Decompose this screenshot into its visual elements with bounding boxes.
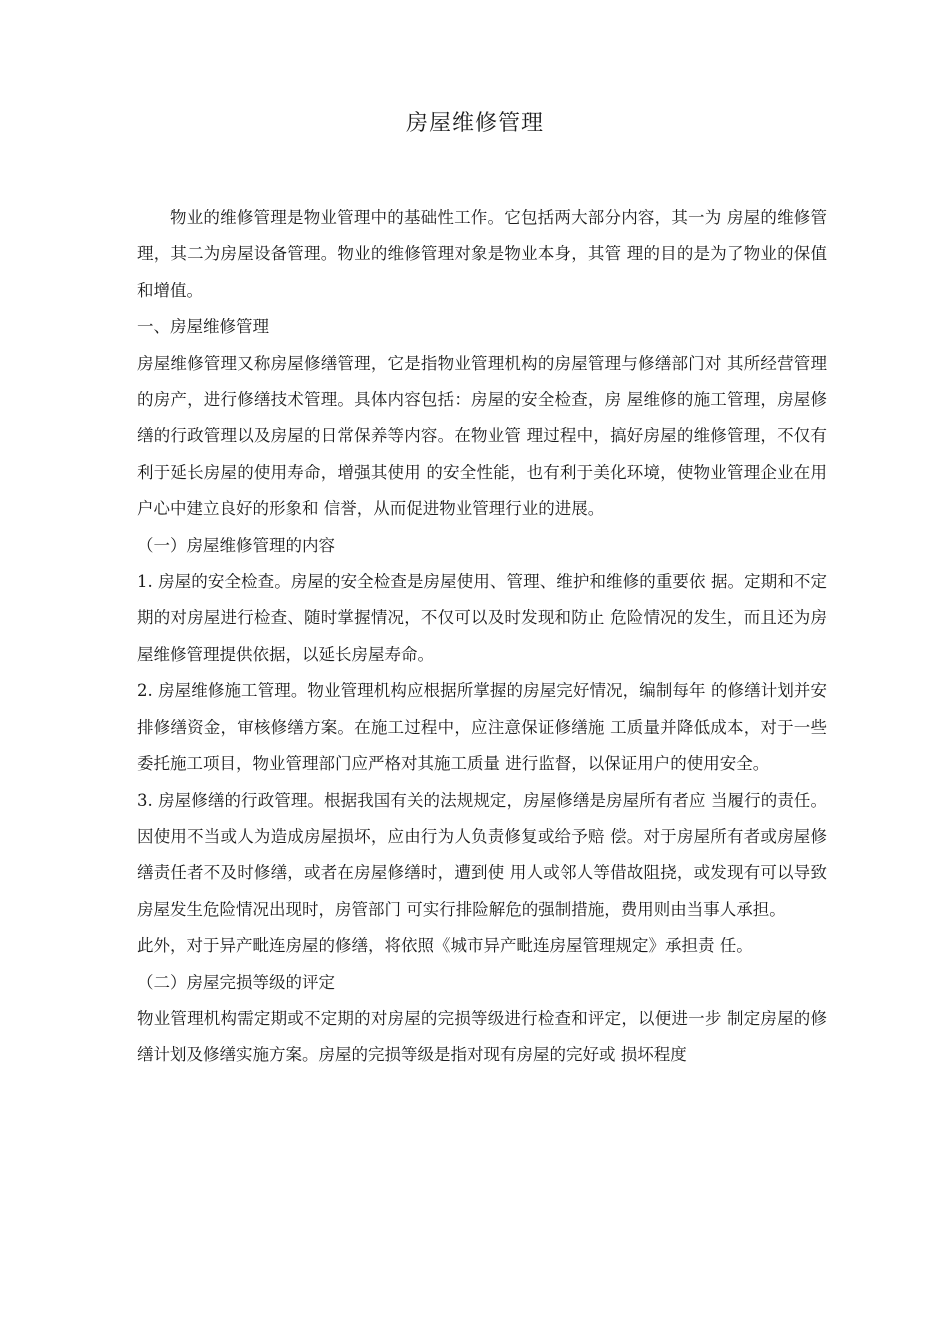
subsection-2-paragraph: 物业管理机构需定期或不定期的对房屋的完损等级进行检查和评定，以便进一步 制定房屋的修缮计划及修缮实施方案。房屋的完损等级是指对现有房屋的完好或 损坏程度 xyxy=(137,1008,827,1065)
intro-paragraph: 物业的维修管理是物业管理中的基础性工作。它包括两大部分内容，其一为 房屋的维修管理，其二为房屋设备管理。物业的维修管理对象是物业本身，其管 理的目的是为了物业的保值和增值。 xyxy=(137,208,827,300)
subsection-heading-2: （二）房屋完损等级的评定 xyxy=(137,972,335,992)
note-paragraph: 此外，对于异产毗连房屋的修缮，将依照《城市异产毗连房屋管理规定》承担责 任。 xyxy=(137,936,753,956)
subsection-heading-1: （一）房屋维修管理的内容 xyxy=(137,535,335,555)
section-1-paragraph: 房屋维修管理又称房屋修缮管理，它是指物业管理机构的房屋管理与修缮部门对 其所经营管理的房产，进行修缮技术管理。具体内容包括：房屋的安全检查，房 屋维修的施工管理，房屋修缮的行政管理以及房屋的日常保养等内容。在物业管 理过程中，搞好房屋的维修管理，不仅有利于延长房屋的使用寿命，增强其使用 的安全性能，也有利于美化环境，使物业管理企业在用户心中建立良好的形象和 信誉，从而促进物业管理行业的进展。 xyxy=(137,353,827,519)
section-heading-1: 一、房屋维修管理 xyxy=(137,317,269,337)
list-item-2: 2. 房屋维修施工管理。物业管理机构应根据所掌握的房屋完好情况，编制每年 的修缮计划并安排修缮资金，审核修缮方案。在施工过程中，应注意保证修缮施 工质量并降低成本，对于一些委托施工项目，物业管理部门应严格对其施工质量 进行监督，以保证用户的使用安全。 xyxy=(137,681,827,774)
document-title: 房屋维修管理 xyxy=(405,111,544,136)
document-body xyxy=(137,200,827,1074)
list-item-3: 3. 房屋修缮的行政管理。根据我国有关的法规规定，房屋修缮是房屋所有者应 当履行的责任。因使用不当或人为造成房屋损坏，应由行为人负责修复或给予赔 偿。对于房屋所有者或房屋修缮责任者不及时修缮，或者在房屋修缮时，遭到使 用人或邻人等借故阻挠，或发现有可以导致房屋发生危险情况出现时，房管部门 可实行排险解危的强制措施，费用则由当事人承担。 xyxy=(137,790,827,919)
list-item-1: 1. 房屋的安全检查。房屋的安全检查是房屋使用、管理、维护和维修的重要依 据。定期和不定期的对房屋进行检查、随时掌握情况，不仅可以及时发现和防止 危险情况的发生，而且还为房屋维修管理提供依据，以延长房屋寿命。 xyxy=(137,572,827,664)
